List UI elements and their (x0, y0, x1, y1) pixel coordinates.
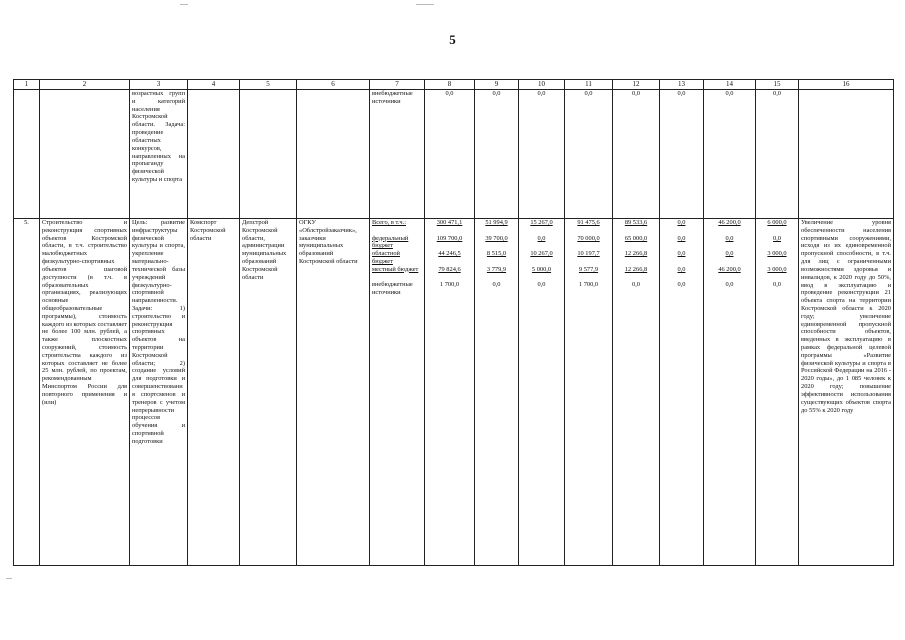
amount-value: 0,0 (725, 281, 734, 288)
goals-cell: Цель: развитие инфраструктуры физической культуры и спорта, укрепление материально-технической базы учреждений физкультурно-спортивной направленности. Задачи: 1) строительство и реконструкция спортивных объектов на территории Костромской области; 2) создание условий для подготовки и совершенствования спортсменов и тренеров с учетом непрерывности процессов обучения и спортивной подготовки (130, 219, 188, 566)
amount-cell (704, 219, 756, 566)
col-num: 10 (519, 80, 565, 90)
amount-value: 0,0 (537, 281, 546, 288)
amount-value: 109 700,0 (436, 234, 463, 242)
funding-source: местный бюджет (372, 265, 419, 273)
amount-cell (613, 219, 660, 566)
col-num: 9 (475, 80, 519, 90)
amount-cell (565, 90, 613, 219)
amount-cell (613, 90, 660, 219)
amount-value: 0,0 (632, 281, 640, 288)
col-num: 13 (660, 80, 704, 90)
amount-value: 0,0 (725, 90, 734, 97)
amount-value: 0,0 (677, 234, 686, 242)
amount-value: 0,0 (492, 281, 501, 288)
amount-value: 0,0 (725, 234, 734, 242)
item-name-cell: Строительство и реконструкция спортивных объектов Костромской области, в т.ч. строительство малобюджетных физкультурно-спортивных объектов шаговой доступности (в т.ч. в образовательных организациях, реализующих основные общеобразовательные программы), стоимость каждого из которых составляет не более 100 млн. рублей, а также плоскостных сооружений, стоимость строительства каждого из которых составляет не более 25 млн. рублей, по проектам, рекомендованным Минспортом России для повторного применения и (или) (40, 219, 130, 566)
col-num: 4 (188, 80, 240, 90)
amount-value: 300 471,1 (436, 219, 463, 226)
amount-value: 8 515,0 (486, 250, 507, 257)
amount-value: 0,0 (773, 90, 781, 97)
amount-value: 3 000,0 (767, 265, 787, 273)
amount-value: 3 779,9 (486, 265, 507, 273)
amount-value: 70 000,0 (577, 234, 600, 242)
amount-value: 46 200,0 (718, 265, 741, 273)
amount-value: 51 994,9 (485, 219, 508, 226)
amount-value: 46 200,0 (718, 219, 741, 226)
col-num: 2 (40, 80, 130, 90)
amount-cell (660, 219, 704, 566)
amount-value: 10 197,7 (577, 250, 600, 257)
amount-value: 0,0 (677, 281, 686, 288)
amount-cell (519, 90, 565, 219)
column-number-row (14, 80, 894, 90)
amount-value: 0,0 (632, 90, 640, 97)
col-num: 12 (613, 80, 660, 90)
funding-source: областной бюджет (372, 250, 400, 265)
responsible-cell: Комспорт Костромской области (188, 219, 240, 566)
amount-cell (425, 90, 475, 219)
amount-value: 79 824,6 (438, 265, 461, 273)
amount-cell (475, 90, 519, 219)
item-name-cell (40, 90, 130, 219)
col-num: 15 (756, 80, 799, 90)
item-number-cell: 5. (14, 219, 40, 566)
amount-cell (519, 219, 565, 566)
amount-value: 0,0 (445, 90, 454, 97)
amount-value: 91 475,6 (577, 219, 600, 226)
col-num: 11 (565, 80, 613, 90)
col-num: 5 (240, 80, 297, 90)
scan-artifact (180, 4, 188, 5)
amount-value: 65 000,0 (624, 234, 648, 242)
amount-value: 3 000,0 (767, 250, 787, 257)
funding-source: внебюджетные источники (372, 90, 413, 105)
program-table (13, 79, 894, 566)
amount-value: 0,0 (677, 265, 686, 273)
amount-value: 0,0 (677, 90, 686, 97)
amount-value: 0,0 (773, 281, 781, 288)
amount-value: 89 533,6 (624, 219, 648, 226)
col-num: 16 (799, 80, 894, 90)
amount-value: 6 000,0 (767, 219, 787, 226)
amount-value: 0,0 (537, 234, 546, 242)
col-num: 8 (425, 80, 475, 90)
amount-cell (425, 219, 475, 566)
page-number: 5 (449, 32, 456, 47)
goals-cell: возрастных групп и категорий населения Костромской области. Задача: проведение областных конкурсов, направленных на пропаганду физической культуры и спорта (130, 90, 188, 219)
result-cell: Увеличение уровня обеспеченности населения спортивными сооружениями, исходя из их единовременной пропускной способности, в т.ч. для лиц с ограниченными возможностями здоровья и инвалидов, к 2020 году до 50%, ввод в эксплуатацию и проведение реконструкции 21 объекта спорта на территории Костромской области к 2020 году; увеличение единовременной пропускной способности объектов, введенных в эксплуатацию в рамках федеральной целевой программы «Развитие физической культуры и спорта в Российской Федерации на 2016 - 2020 годы», до 1 085 человек к 2020 году; повышение эффективности использования существующих объектов спорта до 55% к 2020 году (799, 219, 894, 566)
col-num: 3 (130, 80, 188, 90)
amount-value: 0,0 (492, 90, 501, 97)
amount-cell (475, 219, 519, 566)
amount-value: 10 267,0 (530, 250, 553, 257)
amount-value: 15 267,0 (530, 219, 553, 226)
col-num: 7 (370, 80, 425, 90)
amount-value: 1 700,0 (578, 281, 599, 288)
amount-cell (756, 90, 799, 219)
amount-value: 0,0 (537, 90, 546, 97)
amount-cell (565, 219, 613, 566)
table-row (14, 90, 894, 219)
scan-artifact (416, 4, 434, 5)
amount-cell (704, 90, 756, 219)
funding-source: внебюджетные источники (372, 281, 413, 296)
amount-cell (756, 219, 799, 566)
amount-value: 0,0 (773, 234, 781, 242)
amount-value: 5 000,0 (531, 265, 552, 273)
funding-source-cell (370, 90, 425, 219)
amount-value: 12 266,8 (624, 250, 648, 257)
amount-value: 9 577,9 (578, 265, 599, 273)
item-number-cell (14, 90, 40, 219)
scan-artifact (6, 578, 12, 579)
amount-value: 0,0 (677, 219, 686, 226)
coexecutor-cell (240, 90, 297, 219)
funding-source: федеральный бюджет (372, 234, 409, 250)
amount-value: 12 266,8 (624, 265, 648, 273)
funding-source: Всего, в т.ч.: (372, 219, 406, 226)
amount-value: 0,0 (584, 90, 593, 97)
amount-value: 0,0 (725, 250, 734, 257)
amount-value: 44 246,5 (438, 250, 461, 257)
amount-cell (660, 90, 704, 219)
result-cell (799, 90, 894, 219)
amount-value: 39 700,0 (485, 234, 508, 242)
col-num: 14 (704, 80, 756, 90)
participant-cell: ОГКУ «Облстройзаказчик», заказчики муниципальных образований Костромской области (297, 219, 370, 566)
amount-value: 0,0 (677, 250, 686, 257)
amount-value: 1 700,0 (439, 281, 460, 288)
col-num: 1 (14, 80, 40, 90)
funding-source-cell (370, 219, 425, 566)
table-row (14, 219, 894, 566)
responsible-cell (188, 90, 240, 219)
coexecutor-cell: Депстрой Костромской области, администрации муниципальных образований Костромской области (240, 219, 297, 566)
col-num: 6 (297, 80, 370, 90)
participant-cell (297, 90, 370, 219)
